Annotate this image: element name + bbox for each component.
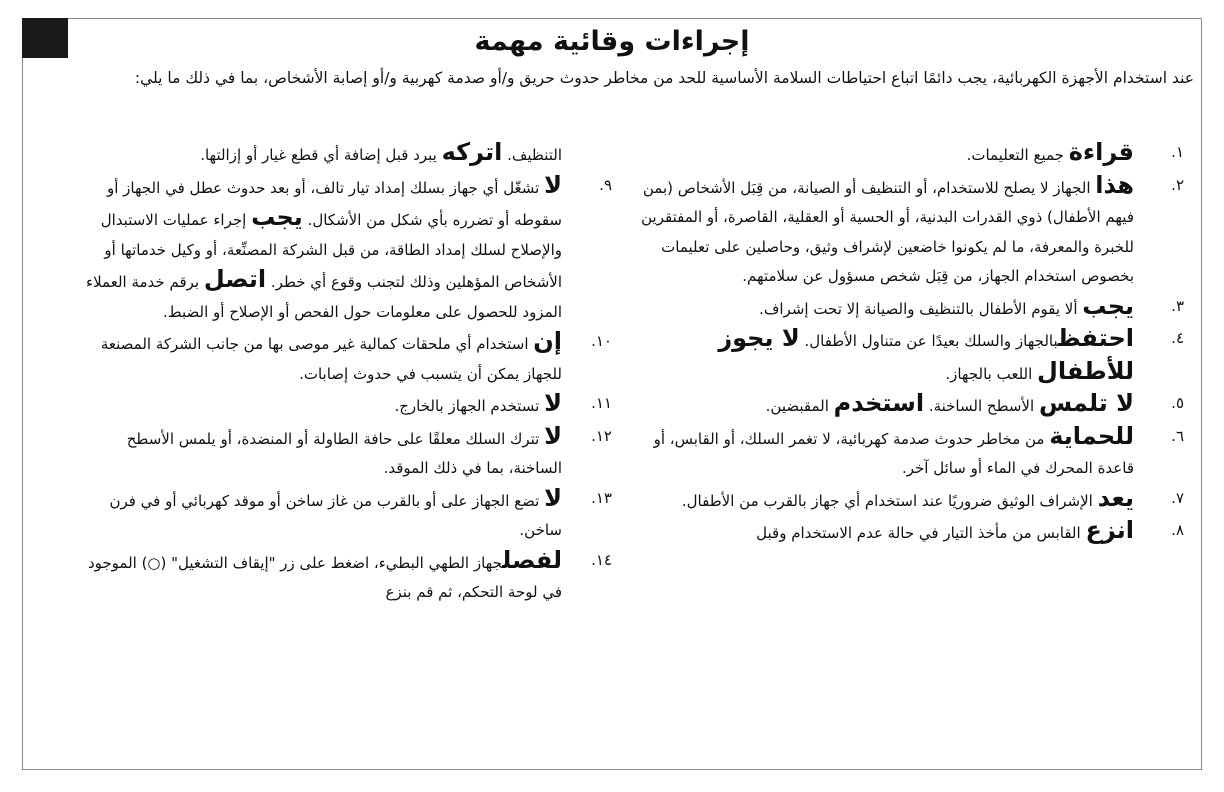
item-text: اللعب بالجهاز. <box>945 364 1038 383</box>
item-number: ٩. <box>599 175 612 194</box>
item-text: المقبضين. <box>765 397 834 415</box>
list-item <box>640 389 1186 422</box>
item-text: القابس من مأخذ التيار في حالة عدم الاستخدام وقبل <box>756 524 1086 542</box>
item-keyword: لفصل <box>502 545 562 574</box>
item-keyword: احتفظ <box>1058 324 1134 352</box>
item-number: ٢. <box>1171 175 1184 194</box>
list-item <box>640 516 1186 549</box>
item-number: ١٤. <box>591 550 612 569</box>
list-item <box>82 546 614 608</box>
item-text: تترك السلك معلقًا على حافة الطاولة أو المنضدة، أو يلمس الأسطح الساخنة، بما في ذلك الموقد. <box>126 429 562 477</box>
list-item <box>82 484 614 546</box>
item-number: ١٠. <box>591 332 612 350</box>
item-keyword: يجب <box>251 203 303 231</box>
list-item <box>82 422 614 484</box>
page-title: إجراءات وقائية مهمة <box>474 26 750 57</box>
item-text: ألا يقوم الأطفال بالتنظيف والصيانة إلا تحت إشراف. <box>759 299 1083 318</box>
item-text: الأسطح الساخنة. <box>924 397 1039 415</box>
item-text: تضع الجهاز على أو بالقرب من غاز ساخن أو موقد كهربائي أو في فرن ساخن. <box>109 491 562 539</box>
item-keyword: لا <box>544 170 562 199</box>
item-text: الإشراف الوثيق ضروريًا عند استخدام أي جهاز بالقرب من الأطفال. <box>681 491 1098 510</box>
item-number: ١٢. <box>591 426 612 445</box>
item-keyword: هذا <box>1095 170 1134 199</box>
item-text: الجهاز لا يصلح للاستخدام، أو التنظيف أو الصيانة، من قِبَل الأشخاص (بمن فيهم الأطفال) ذوي القدرات البدنية، أو الحسية أو العقلية، القاصرة، أو المفتقرين للخبرة والمعرفة، ما لم يكونوا خاضعين لإشراف وثيق، وحاصلين على تعليمات بخصوص استخدام الجهاز، من قِبَل شخص مسؤول عن سلامتهم. <box>641 178 1134 285</box>
item-text: برقم خدمة العملاء المزود للحصول على معلومات حول الفحص أو الإصلاح أو الضبط. <box>86 273 562 321</box>
item-number: ١١. <box>591 394 612 412</box>
item-keyword: يعد <box>1097 483 1134 512</box>
item-keyword: يجب <box>1082 291 1134 320</box>
item-text: إجراء عمليات الاستبدال والإصلاح لسلك إمداد الطاقة، من قبل الشركة المصنِّعة، أو وكيل خدماتها أو الأشخاص المؤهلين وذلك لتجنب وقوع أي خطر. <box>100 211 562 291</box>
list-item <box>640 484 1186 517</box>
item-text: التنظيف. <box>502 146 562 164</box>
item-keyword: لا يجوز للأطفال <box>718 324 1134 385</box>
item-text: بالجهاز والسلك بعيدًا عن متناول الأطفال. <box>799 332 1059 350</box>
item-keyword: لا <box>544 483 562 512</box>
item-number: ٤. <box>1171 329 1184 347</box>
item-number: ٨. <box>1171 521 1184 539</box>
left-column <box>82 138 614 608</box>
list-item <box>640 171 1186 292</box>
item-keyword: لا تلمس <box>1038 389 1134 417</box>
item-number: ٧. <box>1171 488 1184 507</box>
list-item <box>82 327 614 389</box>
item-number: ١. <box>1171 143 1184 161</box>
item-number: ١٣. <box>591 488 612 507</box>
list-item <box>82 389 614 422</box>
item-keyword: للحماية <box>1049 421 1134 450</box>
list-item <box>640 292 1186 325</box>
list-item <box>82 138 614 171</box>
list-item <box>82 171 614 328</box>
item-keyword: استخدم <box>833 389 925 417</box>
item-keyword: انزع <box>1085 516 1134 544</box>
item-keyword: قراءة <box>1068 138 1134 166</box>
item-text: استخدام أي ملحقات كمالية غير موصى بها من جانب الشركة المصنعة للجهاز يمكن أن يتسبب في حدوث إصابات. <box>100 335 562 383</box>
item-keyword: اتركه <box>441 138 503 166</box>
item-text: تستخدم الجهاز بالخارج. <box>394 397 545 415</box>
item-number: ٣. <box>1171 296 1184 315</box>
item-number: ٦. <box>1171 426 1184 445</box>
item-text: من مخاطر حدوث صدمة كهربائية، لا تغمر السلك، أو القابس، أو قاعدة المحرك في الماء أو سائل آخر. <box>653 429 1134 477</box>
item-keyword: لا <box>544 389 562 417</box>
item-text: يبرد قبل إضافة أي قطع غيار أو إزالتها. <box>200 146 442 164</box>
item-keyword: لا <box>544 421 562 450</box>
item-text: تشغّل أي جهاز بسلك إمداد تيار تالف، أو بعد حدوث عطل في الجهاز أو سقوطه أو تضرره بأي شكل من الأشكال. <box>106 178 562 229</box>
item-text: جهاز الطهي البطيء، اضغط على زر "إيقاف التشغيل" (○) الموجود في لوحة التحكم، ثم قم بنزع <box>87 553 562 601</box>
item-keyword: اتصل <box>203 265 267 293</box>
item-number: ٥. <box>1171 394 1184 412</box>
list-item <box>640 138 1186 171</box>
right-column <box>640 138 1186 549</box>
list-item <box>640 422 1186 484</box>
list-item <box>640 324 1186 389</box>
intro-paragraph: عند استخدام الأجهزة الكهربائية، يجب دائمًا اتباع احتياطات السلامة الأساسية للحد من مخاطر حدوث حريق و/أو صدمة كهربية و/أو إصابة الأشخاص، بما في ذلك ما يلي: <box>134 69 1194 87</box>
item-text: جميع التعليمات. <box>966 146 1069 164</box>
item-keyword: إن <box>533 327 562 355</box>
